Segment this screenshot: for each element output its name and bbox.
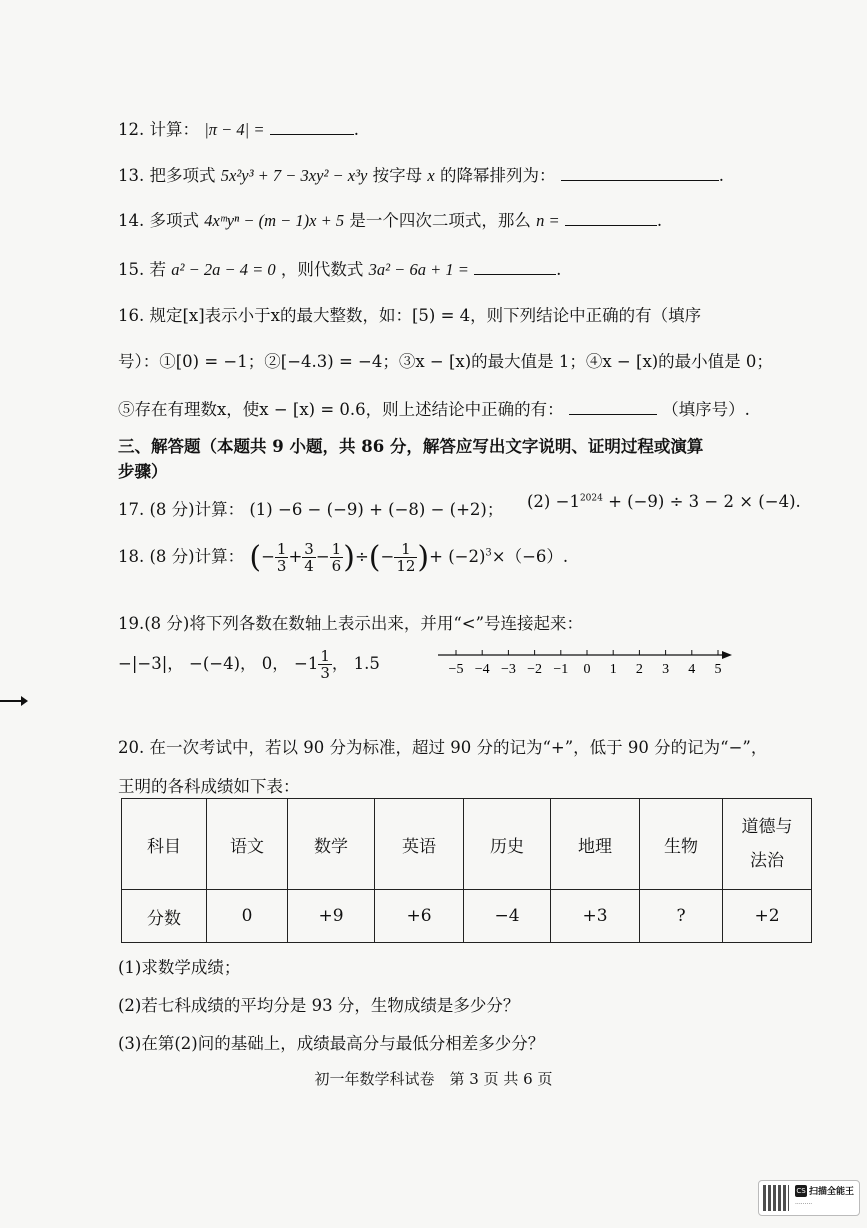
- table-cell: +3: [551, 890, 640, 943]
- fraction: $\frac{1}{6}$: [331, 540, 342, 575]
- question-number: 14.: [118, 211, 145, 230]
- question-19: 19.(8 分)将下列各数在数轴上表示出来，并用“<”号连接起来：: [118, 614, 584, 633]
- condition: a² − 2a − 4 = 0: [171, 260, 276, 279]
- expression: 4xᵐyⁿ − (m − 1)x + 5: [204, 211, 345, 230]
- answer-blank[interactable]: [474, 260, 556, 275]
- table-cell: +2: [723, 890, 812, 943]
- table-header: 数学: [288, 799, 375, 890]
- answer-blank[interactable]: [561, 166, 719, 181]
- sub-question-3: (3)在第(2)问的基础上，成绩最高分与最低分相差多少分？: [118, 1034, 545, 1053]
- score-table: [121, 798, 812, 943]
- question-17: 17. (8 分)计算： (1) −6 − (−9) + (−8) − (+2)；: [118, 500, 504, 519]
- question-12: 12. 计算： |π − 4| = .: [118, 120, 359, 139]
- question-number: 17.: [118, 500, 145, 519]
- question-16: 16. 规定[x]表示小于x的最大整数，如：[5) = 4，则下列结论中正确的有（填序: [118, 306, 702, 325]
- question-15: 15. 若 a² − 2a − 4 = 0 ，则代数式 3a² − 6a + 1 = .: [118, 260, 562, 279]
- fraction: $\frac{1}{12}$: [396, 540, 416, 575]
- question-17-part-2: $(2) -1^{2024} + (-9) \div 3 - 2 \times (-4)$.: [527, 492, 801, 511]
- qr-code-icon: [763, 1185, 789, 1211]
- table-row: [122, 799, 812, 890]
- table-row: [122, 890, 812, 943]
- question-number: 16.: [118, 306, 145, 325]
- question-16-options: 号）：①[0) = −1；②[−4.3) = −4；③x − [x)的最大值是 1；④x − [x)的最小值是 0；: [118, 352, 773, 371]
- number-line-tick-label: −3: [500, 662, 516, 677]
- question-16-ask: ⑤存在有理数x，使x − [x) = 0.6，则上述结论中正确的有： （填序号）.: [118, 400, 750, 419]
- expression: |π − 4| =: [204, 120, 265, 139]
- section-heading-cont: 步骤）: [118, 462, 168, 481]
- number-line-tick-label: 4: [688, 662, 696, 677]
- question-number: 12.: [118, 120, 145, 139]
- expression: 3a² − 6a + 1 =: [368, 260, 469, 279]
- answer-blank[interactable]: [270, 120, 354, 135]
- table-header: 道德与 法治: [723, 799, 812, 890]
- number-line-arrow: [722, 651, 732, 659]
- part-1: (1) −6 − (−9) + (−8) − (+2)；: [249, 500, 504, 519]
- table-header: 语文: [207, 799, 288, 890]
- sub-question-2: (2)若七科成绩的平均分是 93 分，生物成绩是多少分？: [118, 996, 520, 1015]
- table-cell: ?: [640, 890, 723, 943]
- question-13: 13. 把多项式 5x²y³ + 7 − 3xy² − x³y 按字母 x 的降幂排列为： .: [118, 166, 724, 185]
- question-18: 18. (8 分)计算： (− $\frac{1}{3}$ + $\frac{3}{4}$ − $\frac{1}{6}$ )÷(− $\frac{1}{12}$ )+ $(-2)^3\times(-6)$.: [118, 540, 569, 575]
- number-line-tick-label: −5: [448, 662, 464, 677]
- number-line-tick-label: 2: [635, 662, 643, 677]
- answer-blank[interactable]: [569, 400, 657, 415]
- number-line-ticks: [449, 650, 722, 677]
- table-cell: 0: [207, 890, 288, 943]
- sub-question-1: (1)求数学成绩；: [118, 958, 241, 977]
- question-20: 20. 在一次考试中，若以 90 分为标准，超过 90 分的记为“+”，低于 90 分的记为“−”，: [118, 738, 768, 757]
- badge-title: 扫描全能王: [809, 1187, 855, 1197]
- badge-subtext-decoration: ·········: [795, 1201, 813, 1208]
- app-logo-icon: CS: [796, 1187, 806, 1195]
- section-heading: 三、解答题（本题共 9 小题，共 86 分，解答应写出文字说明、证明过程或演算: [118, 437, 704, 456]
- number-line-tick-label: 3: [662, 662, 670, 677]
- number-line-tick-label: 5: [714, 662, 722, 677]
- table-header: 历史: [464, 799, 551, 890]
- fraction: $\frac{3}{4}$: [304, 540, 314, 575]
- question-number: 15.: [118, 260, 145, 279]
- table-cell: +6: [375, 890, 464, 943]
- number-line-tick-label: 1: [609, 662, 617, 677]
- answer-blank[interactable]: [565, 211, 657, 226]
- number-line-tick-label: −4: [474, 662, 490, 677]
- question-20-intro: 王明的各科成绩如下表：: [118, 777, 300, 796]
- number-line-tick-label: −2: [527, 662, 543, 677]
- table-cell: −4: [464, 890, 551, 943]
- fraction: $\frac{1}{3}$: [320, 647, 330, 682]
- scanner-badge: [758, 1180, 860, 1216]
- table-header: 生物: [640, 799, 723, 890]
- question-number: 13.: [118, 166, 145, 185]
- table-header: 英语: [375, 799, 464, 890]
- table-cell: 分数: [122, 890, 207, 943]
- question-14: 14. 多项式 4xᵐyⁿ − (m − 1)x + 5 是一个四次二项式，那么 n = .: [118, 211, 663, 230]
- page-footer: 初一年数学科试卷 第 3 页 共 6 页: [314, 1070, 553, 1088]
- table-header: 科目: [122, 799, 207, 890]
- expression: 5x²y³ + 7 − 3xy² − x³y: [220, 166, 368, 185]
- table-header: 地理: [551, 799, 640, 890]
- question-19-numbers: −|−3|， −(−4)， 0， −1 $\frac{1}{3}$ ， 1.5: [118, 647, 380, 682]
- question-number: 18.: [118, 547, 145, 566]
- number-line-tick-label: 0: [583, 662, 591, 677]
- margin-arrow-icon: [0, 700, 26, 702]
- number-line: [436, 644, 736, 684]
- number-line-tick-label: −1: [553, 662, 569, 677]
- fraction: $\frac{1}{3}$: [276, 540, 287, 575]
- table-cell: +9: [288, 890, 375, 943]
